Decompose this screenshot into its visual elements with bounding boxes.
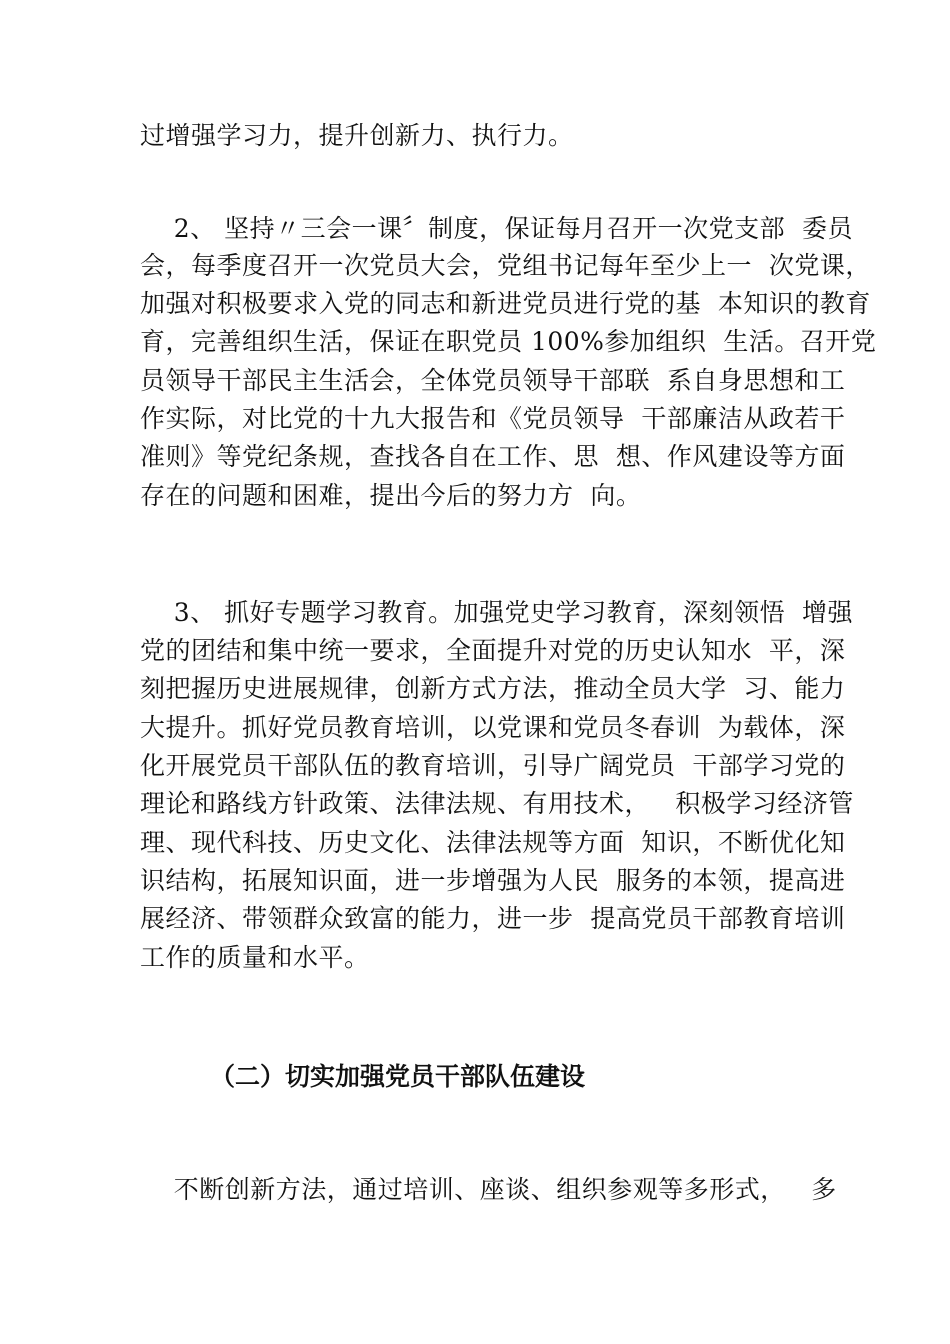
paragraph-line: 准则》等党纪条规，查找各自在工作、思 想、作风建设等方面 xyxy=(140,442,846,471)
paragraph-line: 育，完善组织生活，保证在职党员 100%参加组织 生活。召开党 xyxy=(140,327,877,356)
paragraph-line: 展经济、带领群众致富的能力，进一步 提高党员干部教育培训 xyxy=(140,904,846,933)
paragraph-line: 党的团结和集中统一要求，全面提升对党的历史认知水 平，深 xyxy=(140,636,846,665)
paragraph-line: 工作的质量和水平。 xyxy=(140,943,370,972)
paragraph-line: 理、现代科技、历史文化、法律法规等方面 知识，不断优化知 xyxy=(140,828,846,857)
paragraph-line: 识结构，拓展知识面，进一步增强为人民 服务的本领，提高进 xyxy=(140,866,846,895)
section-heading: （二）切实加强党员干部队伍建设 xyxy=(210,1062,586,1091)
paragraph-line: 加强对积极要求入党的同志和新进党员进行党的基 本知识的教育 xyxy=(140,289,871,318)
paragraph-line: 大提升。抓好党员教育培训，以党课和党员冬春训 为载体，深 xyxy=(140,713,846,742)
paragraph-line: 3、 抓好专题学习教育。加强党史学习教育，深刻领悟 增强 xyxy=(140,598,854,627)
paragraph-line: 员领导干部民主生活会，全体党员领导干部联 系自身思想和工 xyxy=(140,366,846,395)
paragraph-line: 存在的问题和困难，提出今后的努力方 向。 xyxy=(140,481,642,510)
paragraph-line: 化开展党员干部队伍的教育培训，引导广阔党员 干部学习党的 xyxy=(140,751,846,780)
paragraph-line: 会，每季度召开一次党员大会，党组书记每年至少上一 次党课， xyxy=(140,251,871,280)
paragraph-line: 理论和路线方针政策、法律法规、有用技术， 积极学习经济管 xyxy=(140,789,854,818)
paragraph-line: 刻把握历史进展规律，创新方式方法，推动全员大学 习、能力 xyxy=(140,674,846,703)
paragraph-line: 不断创新方法，通过培训、座谈、组织参观等多形式， 多 xyxy=(140,1175,837,1204)
paragraph-line: 2、 坚持〃三会一课〞制度，保证每月召开一次党支部 委员 xyxy=(140,214,854,243)
paragraph-line: 作实际，对比党的十九大报告和《党员领导 干部廉洁从政若干 xyxy=(140,404,846,433)
paragraph-line: 过增强学习力，提升创新力、执行力。 xyxy=(140,121,574,150)
